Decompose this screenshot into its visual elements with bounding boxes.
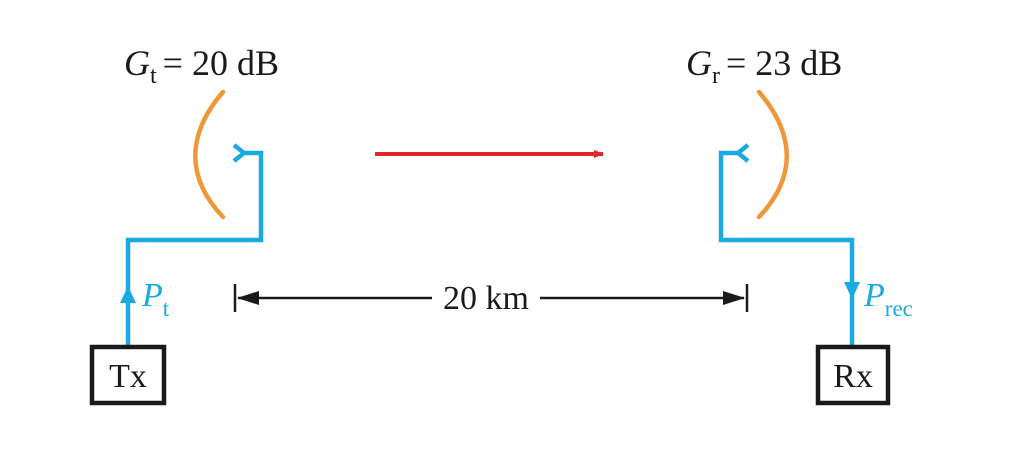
- tx-power-arrow-icon: [120, 286, 136, 303]
- rx-reflector-dish: [759, 92, 787, 217]
- rx-power-arrow-icon: [844, 282, 860, 299]
- tx-reflector-dish: [195, 92, 223, 217]
- tx-gain-label: $G_t = 20$ dB: [124, 43, 279, 89]
- tx-power-label: $P_t$: [142, 277, 170, 321]
- tx-feed-line: [128, 153, 261, 345]
- rx-feed-line: [721, 153, 852, 345]
- rx-box-label: Rx: [833, 358, 873, 395]
- rx-gain-label: $G_r = 23$ dB: [686, 43, 843, 89]
- distance-right-arrowhead-icon: [723, 291, 745, 305]
- tx-feed-horn-icon: [234, 145, 244, 161]
- rx-power-label: $P_{rec}$: [864, 277, 913, 321]
- distance-label: 20 km: [443, 280, 529, 317]
- distance-left-arrowhead-icon: [237, 291, 259, 305]
- tx-box-label: Tx: [109, 358, 147, 395]
- rx-feed-horn-icon: [738, 145, 748, 161]
